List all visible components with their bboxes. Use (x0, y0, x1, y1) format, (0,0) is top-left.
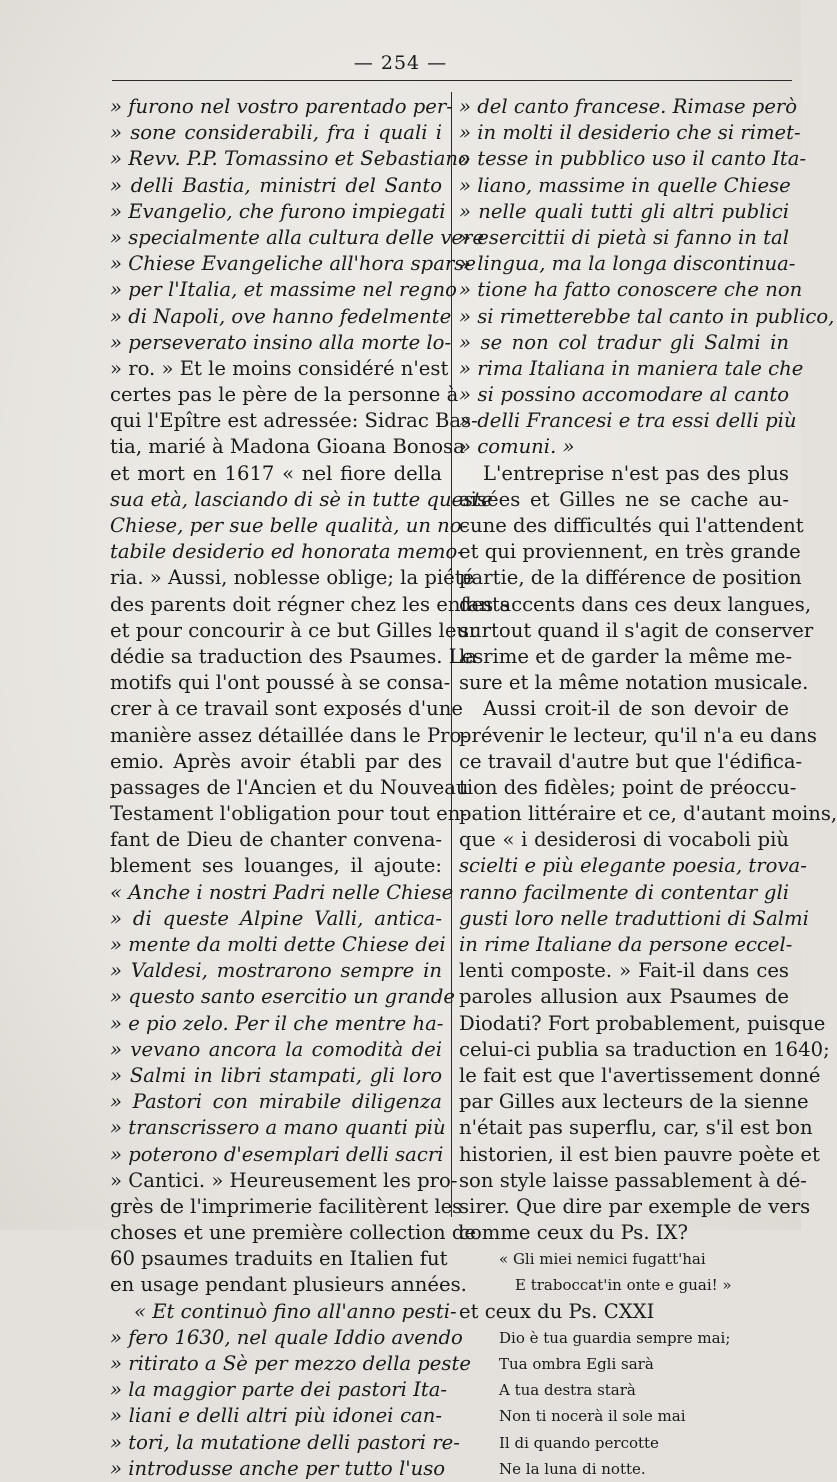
text-line: » e pio zelo. Per il che mentre ha- (110, 1011, 444, 1035)
text-line: » delli Francesi e tra essi delli più (459, 409, 797, 433)
text-line: et ceux du Ps. CXXI (459, 1299, 655, 1323)
text-line: » per l'Italia, et massime nel regno (110, 278, 457, 302)
text-line: et qui proviennent, en très grande (459, 540, 801, 564)
text-line: » vevano ancora la comodità dei (110, 1037, 442, 1061)
text-line: son style laisse passablement à dé- (459, 1168, 807, 1192)
text-line: ce travail d'autre but que l'édifica- (459, 749, 803, 773)
text-line: » perseverato insino alla morte lo- (110, 330, 452, 354)
text-line: » delli Bastia, ministri del Santo (110, 173, 442, 197)
text-line: Diodati? Fort probablement, puisque (459, 1011, 826, 1035)
text-line: surtout quand il s'agit de conserver (459, 618, 814, 642)
text-line: « Et continuò fino all'anno pesti- (134, 1299, 457, 1323)
text-line: passages de l'Ancien et du Nouveau (110, 775, 469, 799)
text-line: et mort en 1617 « nel fiore della (110, 461, 442, 485)
text-line: » di Napoli, ove hanno fedelmente (110, 304, 452, 328)
text-line: la rime et de garder la même me- (459, 644, 793, 668)
text-line: » ro. » Et le moins considéré n'est (110, 356, 449, 380)
text-line: » fero 1630, nel quale Iddio avendo (110, 1325, 463, 1349)
text-line: le fait est que l'avertissement donné (459, 1063, 821, 1087)
text-line: certes pas le père de la personne à (110, 383, 459, 407)
text-line: » transcrissero a mano quanti più (110, 1116, 446, 1140)
verse-line: Il di quando percotte (499, 1433, 659, 1452)
text-line: tabile desiderio ed honorata memo- (110, 540, 464, 564)
text-line: L'entreprise n'est pas des plus (483, 461, 789, 485)
text-line: » mente da molti dette Chiese dei (110, 933, 446, 956)
page-number: — 254 — (353, 52, 448, 74)
text-line: Chiese, per sue belle qualità, un no- (110, 514, 469, 537)
text-line: comme ceux du Ps. IX? (459, 1221, 688, 1245)
text-line: » lingua, ma la longa discontinua- (459, 252, 796, 276)
text-line: des accents dans ces deux langues, (459, 592, 812, 616)
text-line: « Anche i nostri Padri nelle Chiese (110, 880, 454, 904)
text-line: » introdusse anche per tutto l'uso (110, 1456, 446, 1480)
text-line: » la maggior parte dei pastori Ita- (110, 1378, 448, 1402)
header-rule (112, 80, 792, 81)
text-line: fant de Dieu de chanter convena- (110, 828, 442, 852)
text-line: » tesse in pubblico uso il canto Ita- (459, 147, 807, 171)
text-line: gusti loro nelle traduttioni di Salmi (459, 906, 809, 930)
text-line: historien, il est bien pauvre poète et (459, 1142, 820, 1166)
text-line: choses et une première collection de (110, 1221, 477, 1245)
text-line: » tione ha fatto conoscere che non (459, 278, 803, 302)
text-line: » Cantici. » Heureusement les pro- (110, 1168, 458, 1192)
text-line: » del canto francese. Rimase però (459, 95, 798, 118)
text-line: n'était pas superflu, car, s'il est bon (459, 1116, 813, 1140)
left-column (110, 94, 510, 1482)
text-line: pation littéraire et ce, d'autant moins, (459, 802, 837, 826)
verse-line: Dio è tua guardia sempre mai; (499, 1328, 731, 1347)
text-line: celui-ci publia sa traduction en 1640; (459, 1037, 830, 1061)
text-line: Testament l'obligation pour tout en- (110, 802, 467, 826)
text-line: » di queste Alpine Valli, antica- (110, 906, 442, 930)
text-line: paroles allusion aux Psaumes de (459, 985, 789, 1009)
text-line: » questo santo esercitio un grande (110, 985, 456, 1009)
verse-line: Tua ombra Egli sarà (499, 1355, 654, 1373)
text-line: » esercittii di pietà si fanno in tal (459, 225, 789, 249)
verse-line: « Gli miei nemici fugatt'hai (499, 1250, 706, 1269)
text-line: » Evangelio, che furono impiegati (110, 199, 446, 223)
verse-line: E traboccat'in onte e guai! » (515, 1276, 732, 1295)
text-line: emio. Après avoir établi par des (110, 749, 442, 773)
text-line: » sone considerabili, fra i quali i (110, 121, 442, 145)
text-line: scielti e più elegante poesia, trova- (459, 854, 807, 878)
text-line: manière assez détaillée dans le Pro- (110, 723, 468, 747)
text-line: » nelle quali tutti gli altri publici (459, 199, 789, 223)
text-line: » Chiese Evangeliche all'hora sparse (110, 252, 476, 276)
text-line: ria. » Aussi, noblesse oblige; la piété (110, 566, 475, 590)
verse-line: Non ti nocerà il sole mai (499, 1407, 686, 1426)
text-line: ranno facilmente di contentar gli (459, 880, 789, 904)
text-line: que « i desiderosi di vocaboli più (459, 828, 789, 852)
text-line: » Valdesi, mostrarono sempre in (110, 959, 442, 983)
text-line: par Gilles aux lecteurs de la sienne (459, 1090, 809, 1114)
text-line: cune des difficultés qui l'attendent (459, 514, 804, 537)
text-line: » si rimetterebbe tal canto in publico, (459, 304, 835, 328)
right-column (459, 94, 837, 1482)
text-line: crer à ce travail sont exposés d'une (110, 697, 463, 721)
text-line: prévenir le lecteur, qu'il n'a eu dans (459, 723, 817, 747)
text-line: » comuni. » (459, 435, 575, 459)
text-line: » se non col tradur gli Salmi in (459, 330, 789, 354)
text-line: » rima Italiana in maniera tale che (459, 356, 804, 380)
text-line: partie, de la différence de position (459, 566, 802, 590)
text-line: » tori, la mutatione delli pastori re- (110, 1430, 460, 1454)
text-line: aisées et Gilles ne se cache au- (459, 487, 789, 511)
text-line: Aussi croit-il de son devoir de (483, 697, 789, 721)
text-line: des parents doit régner chez les enfants (110, 592, 510, 616)
text-line: sirer. Que dire par exemple de vers (459, 1194, 811, 1218)
text-line: » poterono d'esemplari delli sacri (110, 1142, 444, 1166)
verse-line: A tua destra starà (499, 1381, 636, 1400)
text-line: » specialmente alla cultura delle vere (110, 225, 484, 249)
text-line: » in molti il desiderio che si rimet- (459, 121, 801, 145)
text-line: grès de l'imprimerie facilitèrent les (110, 1194, 463, 1218)
text-line: » Pastori con mirabile diligenza (110, 1090, 442, 1114)
text-line: » ritirato a Sè per mezzo della peste (110, 1352, 471, 1375)
text-line: in rime Italiane da persone eccel- (459, 933, 793, 956)
text-line: » Revv. P.P. Tomassino et Sebastiano (110, 147, 470, 171)
text-line: 60 psaumes traduits en Italien fut (110, 1247, 448, 1271)
text-line: » liani e delli altri più idonei can- (110, 1404, 442, 1428)
text-line: » liano, massime in quelle Chiese (459, 173, 791, 197)
text-line: et pour concourir à ce but Gilles leur (110, 618, 479, 642)
text-line: lenti composte. » Fait-il dans ces (459, 959, 789, 983)
text-line: » Salmi in libri stampati, gli loro (110, 1063, 442, 1087)
text-line: en usage pendant plusieurs années. (110, 1273, 467, 1297)
verse-line: Ne la luna di notte. (499, 1459, 646, 1478)
text-line: » si possino accomodare al canto (459, 383, 789, 407)
text-line: motifs qui l'ont poussé à se consa- (110, 671, 451, 695)
text-line: tia, marié à Madona Gioana Bonosa (110, 435, 465, 459)
text-line: dédie sa traduction des Psaumes. Les (110, 644, 484, 668)
text-line: sure et la même notation musicale. (459, 671, 809, 695)
text-line: qui l'Epître est adressée: Sidrac Bas- (110, 409, 478, 433)
text-line: blement ses louanges, il ajoute: (110, 854, 442, 878)
text-line: sua età, lasciando di sè in tutte queste (110, 487, 493, 511)
text-line: tion des fidèles; point de préoccu- (459, 775, 797, 799)
text-line: » furono nel vostro parentado per- (110, 95, 453, 118)
